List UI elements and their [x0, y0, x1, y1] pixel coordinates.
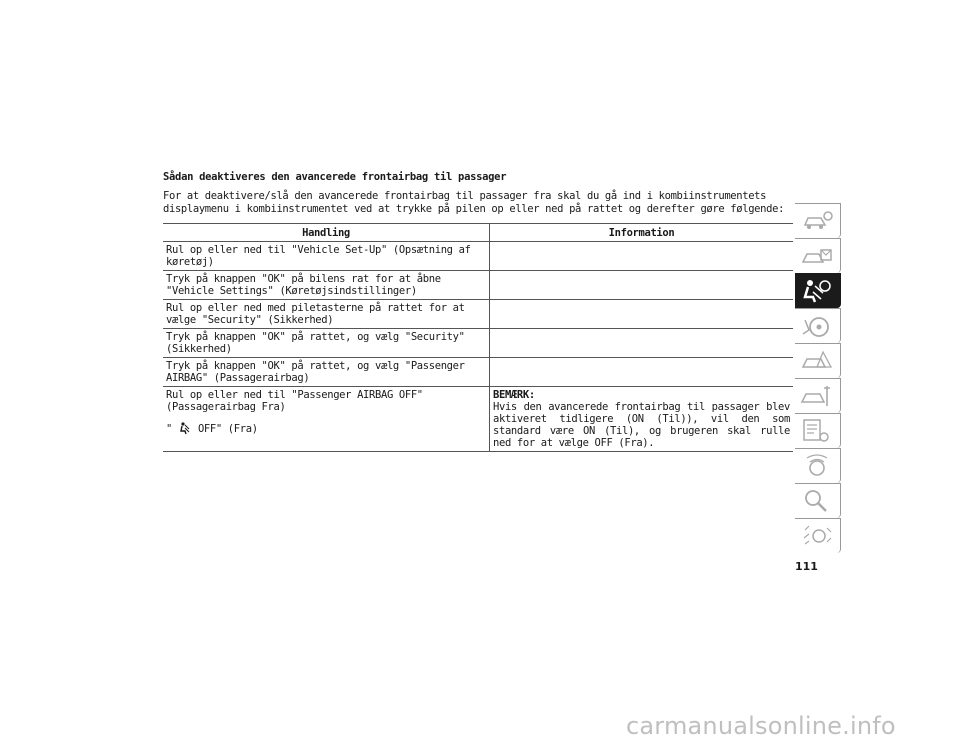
side-tab-car-dashboard[interactable] [795, 203, 841, 238]
note-label: BEMÆRK: [493, 389, 535, 401]
table-row [163, 329, 793, 358]
airbag-safety-icon [799, 277, 835, 305]
car-breakdown-icon [799, 347, 835, 375]
table-row [163, 358, 793, 387]
table-header-row [163, 224, 793, 242]
page-number: 111 [795, 560, 818, 573]
car-service-icon [799, 382, 835, 410]
airbag-off-line [166, 422, 258, 438]
car-dashboard-icon [799, 207, 835, 235]
action-text: Rul op eller ned til "Passenger AIRBAG OFF" (Passagerairbag Fra) [166, 389, 423, 413]
info-cell [490, 300, 794, 329]
side-tab-airbag-safety[interactable] [795, 273, 841, 308]
search-index-icon [799, 487, 835, 515]
quote-mark: " [166, 423, 172, 435]
table-row [163, 242, 793, 271]
action-cell [163, 387, 490, 452]
specifications-icon [799, 417, 835, 445]
steering-wheel-icon [799, 312, 835, 340]
info-cell [490, 387, 794, 452]
side-tab-specifications[interactable] [795, 413, 841, 448]
table-row [163, 271, 793, 300]
info-cell [490, 242, 794, 271]
off-text: OFF" (Fra) [197, 423, 258, 435]
intro-paragraph: For at deaktivere/slå den avancerede frontairbag til passager fra skal du gå ind i kombiinstrumentets displaymenu i kombiinstrumentet ved at trykke på pilen op eller ned på rattet og derefter gøre følgende: [163, 190, 785, 215]
info-cell [490, 271, 794, 300]
warning-lights-icon [799, 242, 835, 270]
watermark: carmanualsonline.info [626, 712, 896, 740]
side-tab-languages[interactable] [795, 518, 841, 553]
action-cell: Tryk på knappen "OK" på rattet, og vælg "Security" (Sikkerhed) [163, 329, 490, 358]
action-cell: Rul op eller ned med piletasterne på rattet for at vælge "Security" (Sikkerhed) [163, 300, 490, 329]
column-header-information: Information [490, 224, 794, 242]
note-text: Hvis den avancerede frontairbag til passager blev aktiveret tidligere (ON (Til)), vil den som standard være ON (Til), og brugeren skal rulle ned for at vælge OFF (Fra). [493, 401, 790, 449]
instructions-table [163, 223, 793, 452]
side-tab-multimedia[interactable] [795, 448, 841, 483]
side-tab-search-index[interactable] [795, 483, 841, 518]
section-heading: Sådan deaktiveres den avancerede frontairbag til passager [163, 171, 507, 183]
table-row [163, 387, 793, 452]
info-cell [490, 358, 794, 387]
side-tab-car-breakdown[interactable] [795, 343, 841, 378]
action-cell: Tryk på knappen "OK" på rattet, og vælg "Passenger AIRBAG" (Passagerairbag) [163, 358, 490, 387]
side-tab-warning-lights[interactable] [795, 238, 841, 273]
multimedia-icon [799, 452, 835, 480]
column-header-action: Handling [163, 224, 490, 242]
table-row [163, 300, 793, 329]
languages-icon [799, 522, 835, 550]
action-cell: Rul op eller ned til "Vehicle Set-Up" (Opsætning af køretøj) [163, 242, 490, 271]
side-tab-steering-wheel[interactable] [795, 308, 841, 343]
passenger-airbag-off-icon [180, 422, 190, 438]
action-cell: Tryk på knappen "OK" på bilens rat for at åbne "Vehicle Settings" (Køretøjsindstillinger) [163, 271, 490, 300]
side-tab-car-service[interactable] [795, 378, 841, 413]
info-cell [490, 329, 794, 358]
